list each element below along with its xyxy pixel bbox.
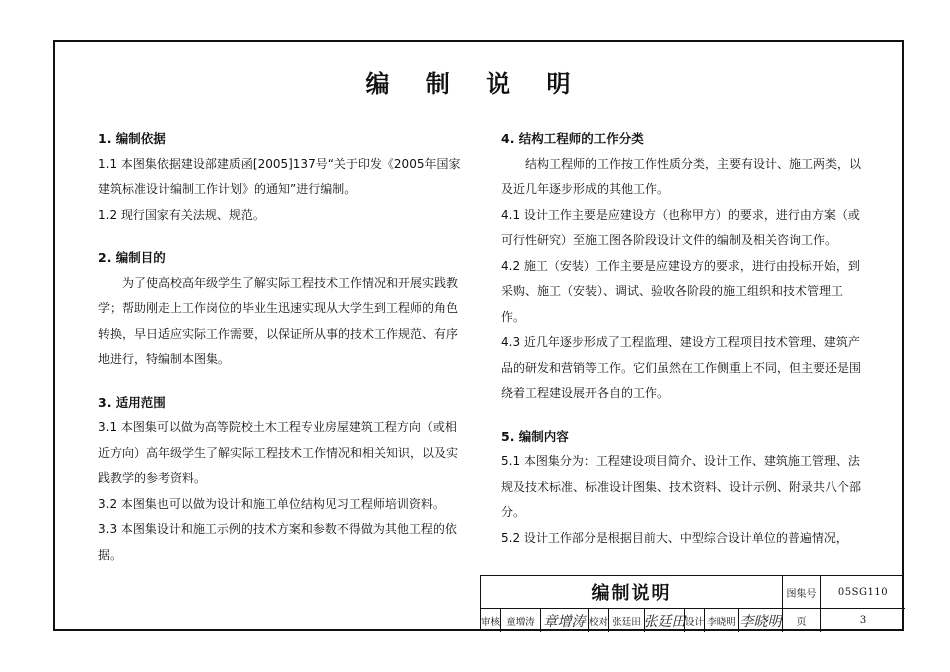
paragraph: 为了使高校高年级学生了解实际工程技术工作情况和开展实践教学；帮助刚走上工作岗位的毕业生迅速实现从大学生到工程师的角色转换，早日适应实际工作需要，以保证所从事的技术工作规范、有序地进行，特编制本图集。 bbox=[98, 275, 459, 366]
review-label: 审核 bbox=[481, 609, 501, 632]
section-gap bbox=[501, 407, 861, 424]
section-heading: 3. 适用范围 bbox=[98, 394, 166, 410]
atlas-no-label: 图集号 bbox=[783, 576, 821, 609]
paragraph: 3.3 本图集设计和施工示例的技术方案和参数不得做为其他工程的依据。 bbox=[98, 522, 457, 562]
paragraph: 5.2 设计工作部分是根据目前大、中型综合设计单位的普遍情况， bbox=[501, 530, 848, 545]
page-label: 页 bbox=[783, 609, 821, 632]
design-label: 设计 bbox=[685, 609, 705, 632]
section-gap bbox=[98, 228, 466, 245]
paragraph: 结构工程师的工作按工作性质分类，主要有设计、施工两类，以及近几年逐步形成的其他工作。 bbox=[501, 156, 862, 196]
right-column bbox=[501, 126, 861, 551]
paragraph: 4.2 施工（安装）工作主要是应建设方的要求，进行由投标开始，到采购、施工（安装）、调试、验收各阶段的施工组织和技术管理工作。 bbox=[501, 258, 860, 324]
paragraph: 1.2 现行国家有关法规、规范。 bbox=[98, 207, 265, 222]
atlas-no: 05SG110 bbox=[821, 576, 905, 609]
page-number: 3 bbox=[859, 615, 867, 626]
section-gap bbox=[98, 373, 466, 390]
designer-signature: 李晓明 bbox=[739, 609, 783, 632]
checker-signature: 张廷田 bbox=[645, 609, 685, 632]
paragraph: 1.1 本图集依据建设部建质函[2005]137号“关于印发《2005年国家建筑标准设计编制工作计划》的通知”进行编制。 bbox=[98, 156, 461, 196]
checker-name: 张廷田 bbox=[609, 609, 645, 632]
left-column bbox=[98, 126, 466, 568]
paragraph: 4.3 近几年逐步形成了工程监理、建设方工程项目技术管理、建筑产品的研发和营销等工作。它们虽然在工作侧重上不同，但主要还是围绕着工程建设展开各自的工作。 bbox=[501, 335, 862, 400]
drawing-name: 编制说明 bbox=[481, 576, 783, 609]
title-block bbox=[480, 575, 904, 631]
reviewer-signature: 章增涛 bbox=[541, 609, 589, 632]
reviewer-name: 童増涛 bbox=[501, 609, 541, 632]
section-heading: 5. 编制内容 bbox=[501, 428, 569, 444]
section-heading: 1. 编制依据 bbox=[98, 131, 166, 146]
designer-name: 李晓明 bbox=[705, 609, 739, 632]
page-title: 编 制 说 明 bbox=[365, 70, 585, 98]
section-heading: 2. 编制目的 bbox=[98, 250, 166, 265]
section-heading: 4. 结构工程师的工作分类 bbox=[501, 131, 644, 146]
paragraph: 3.1 本图集可以做为高等院校土木工程专业房屋建筑工程方向（或相近方向）高年级学生了解实际工程技术工作情况和相关知识，以及实践教学的参考资料。 bbox=[98, 420, 459, 485]
paragraph: 5.1 本图集分为：工程建设项目简介、设计工作、建筑施工管理、法规及技术标准、标准设计图集、技术资料、设计示例、附录共八个部分。 bbox=[501, 454, 862, 519]
check-label: 校对 bbox=[589, 609, 609, 632]
paragraph: 3.2 本图集也可以做为设计和施工单位结构见习工程师培训资料。 bbox=[98, 496, 445, 511]
paragraph: 4.1 设计工作主要是应建设方（也称甲方）的要求，进行由方案（或可行性研究）至施工图各阶段设计文件的编制及相关咨询工作。 bbox=[501, 207, 860, 247]
